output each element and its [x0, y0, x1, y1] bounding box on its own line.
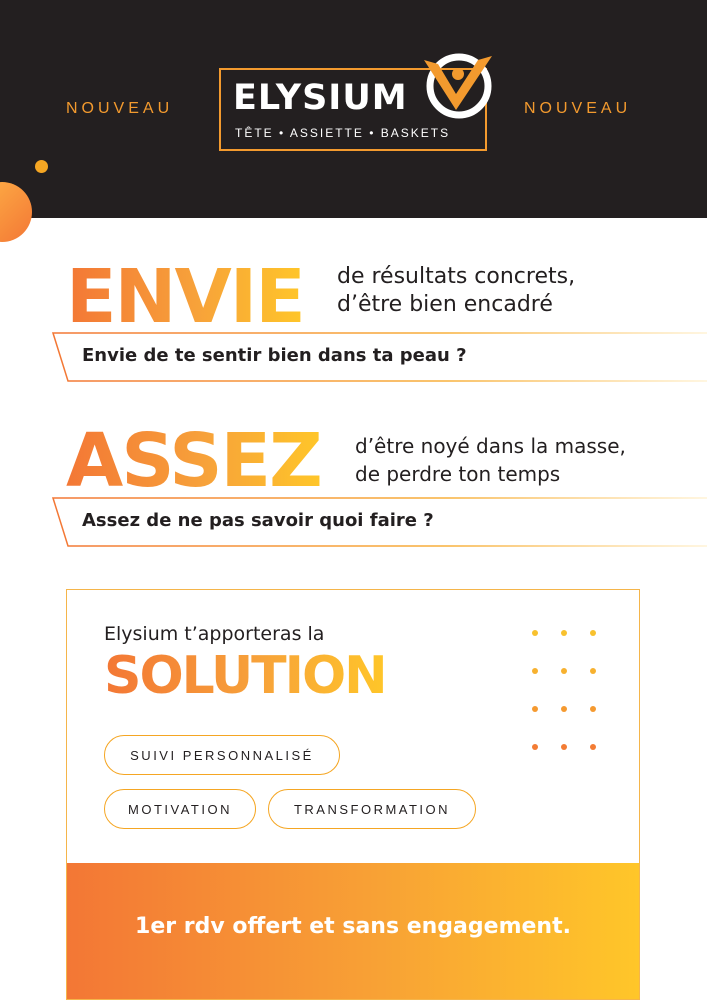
- decor-dot: [532, 744, 538, 750]
- decor-dot-small: [35, 160, 48, 173]
- pill-transformation: TRANSFORMATION: [268, 789, 476, 829]
- decor-dot: [590, 706, 596, 712]
- cta-text: 1er rdv offert et sans engagement.: [135, 913, 571, 939]
- decor-dot: [561, 744, 567, 750]
- decor-dot: [561, 630, 567, 636]
- decor-dot: [532, 630, 538, 636]
- envie-line-2: d’être bien encadré: [337, 292, 553, 317]
- assez-heading: ASSEZ: [66, 418, 321, 504]
- decor-dot: [561, 706, 567, 712]
- pill-motivation: MOTIVATION: [104, 789, 256, 829]
- assez-question-ribbon: [52, 497, 707, 547]
- logo-name: ELYSIUM: [233, 78, 408, 118]
- decor-dot: [590, 630, 596, 636]
- decor-dot-grid: [532, 630, 602, 750]
- header-band: [0, 0, 707, 218]
- assez-line-2: de perdre ton temps: [355, 462, 561, 486]
- envie-subtext: [337, 263, 575, 319]
- logo-person-icon: [420, 50, 496, 120]
- decor-dot: [590, 744, 596, 750]
- nouveau-label-right: NOUVEAU: [524, 100, 632, 117]
- envie-question: Envie de te sentir bien dans ta peau ?: [82, 345, 467, 366]
- pill-suivi-personnalise: SUIVI PERSONNALISÉ: [104, 735, 340, 775]
- decor-dot: [532, 668, 538, 674]
- solution-card: [66, 589, 640, 1000]
- solution-intro: Elysium t’apporteras la: [104, 623, 325, 645]
- cta-banner[interactable]: [67, 863, 639, 999]
- assez-line-1: d’être noyé dans la masse,: [355, 434, 626, 458]
- logo-tagline: TÊTE • ASSIETTE • BASKETS: [235, 126, 451, 140]
- nouveau-label-left: NOUVEAU: [66, 100, 174, 117]
- decor-dot: [561, 668, 567, 674]
- envie-question-ribbon: [52, 332, 707, 382]
- envie-line-1: de résultats concrets,: [337, 264, 576, 289]
- solution-heading: SOLUTION: [104, 646, 386, 706]
- assez-subtext: [355, 432, 626, 488]
- decor-dot: [532, 706, 538, 712]
- envie-heading: ENVIE: [66, 254, 304, 340]
- decor-dot: [590, 668, 596, 674]
- assez-question: Assez de ne pas savoir quoi faire ?: [82, 510, 434, 531]
